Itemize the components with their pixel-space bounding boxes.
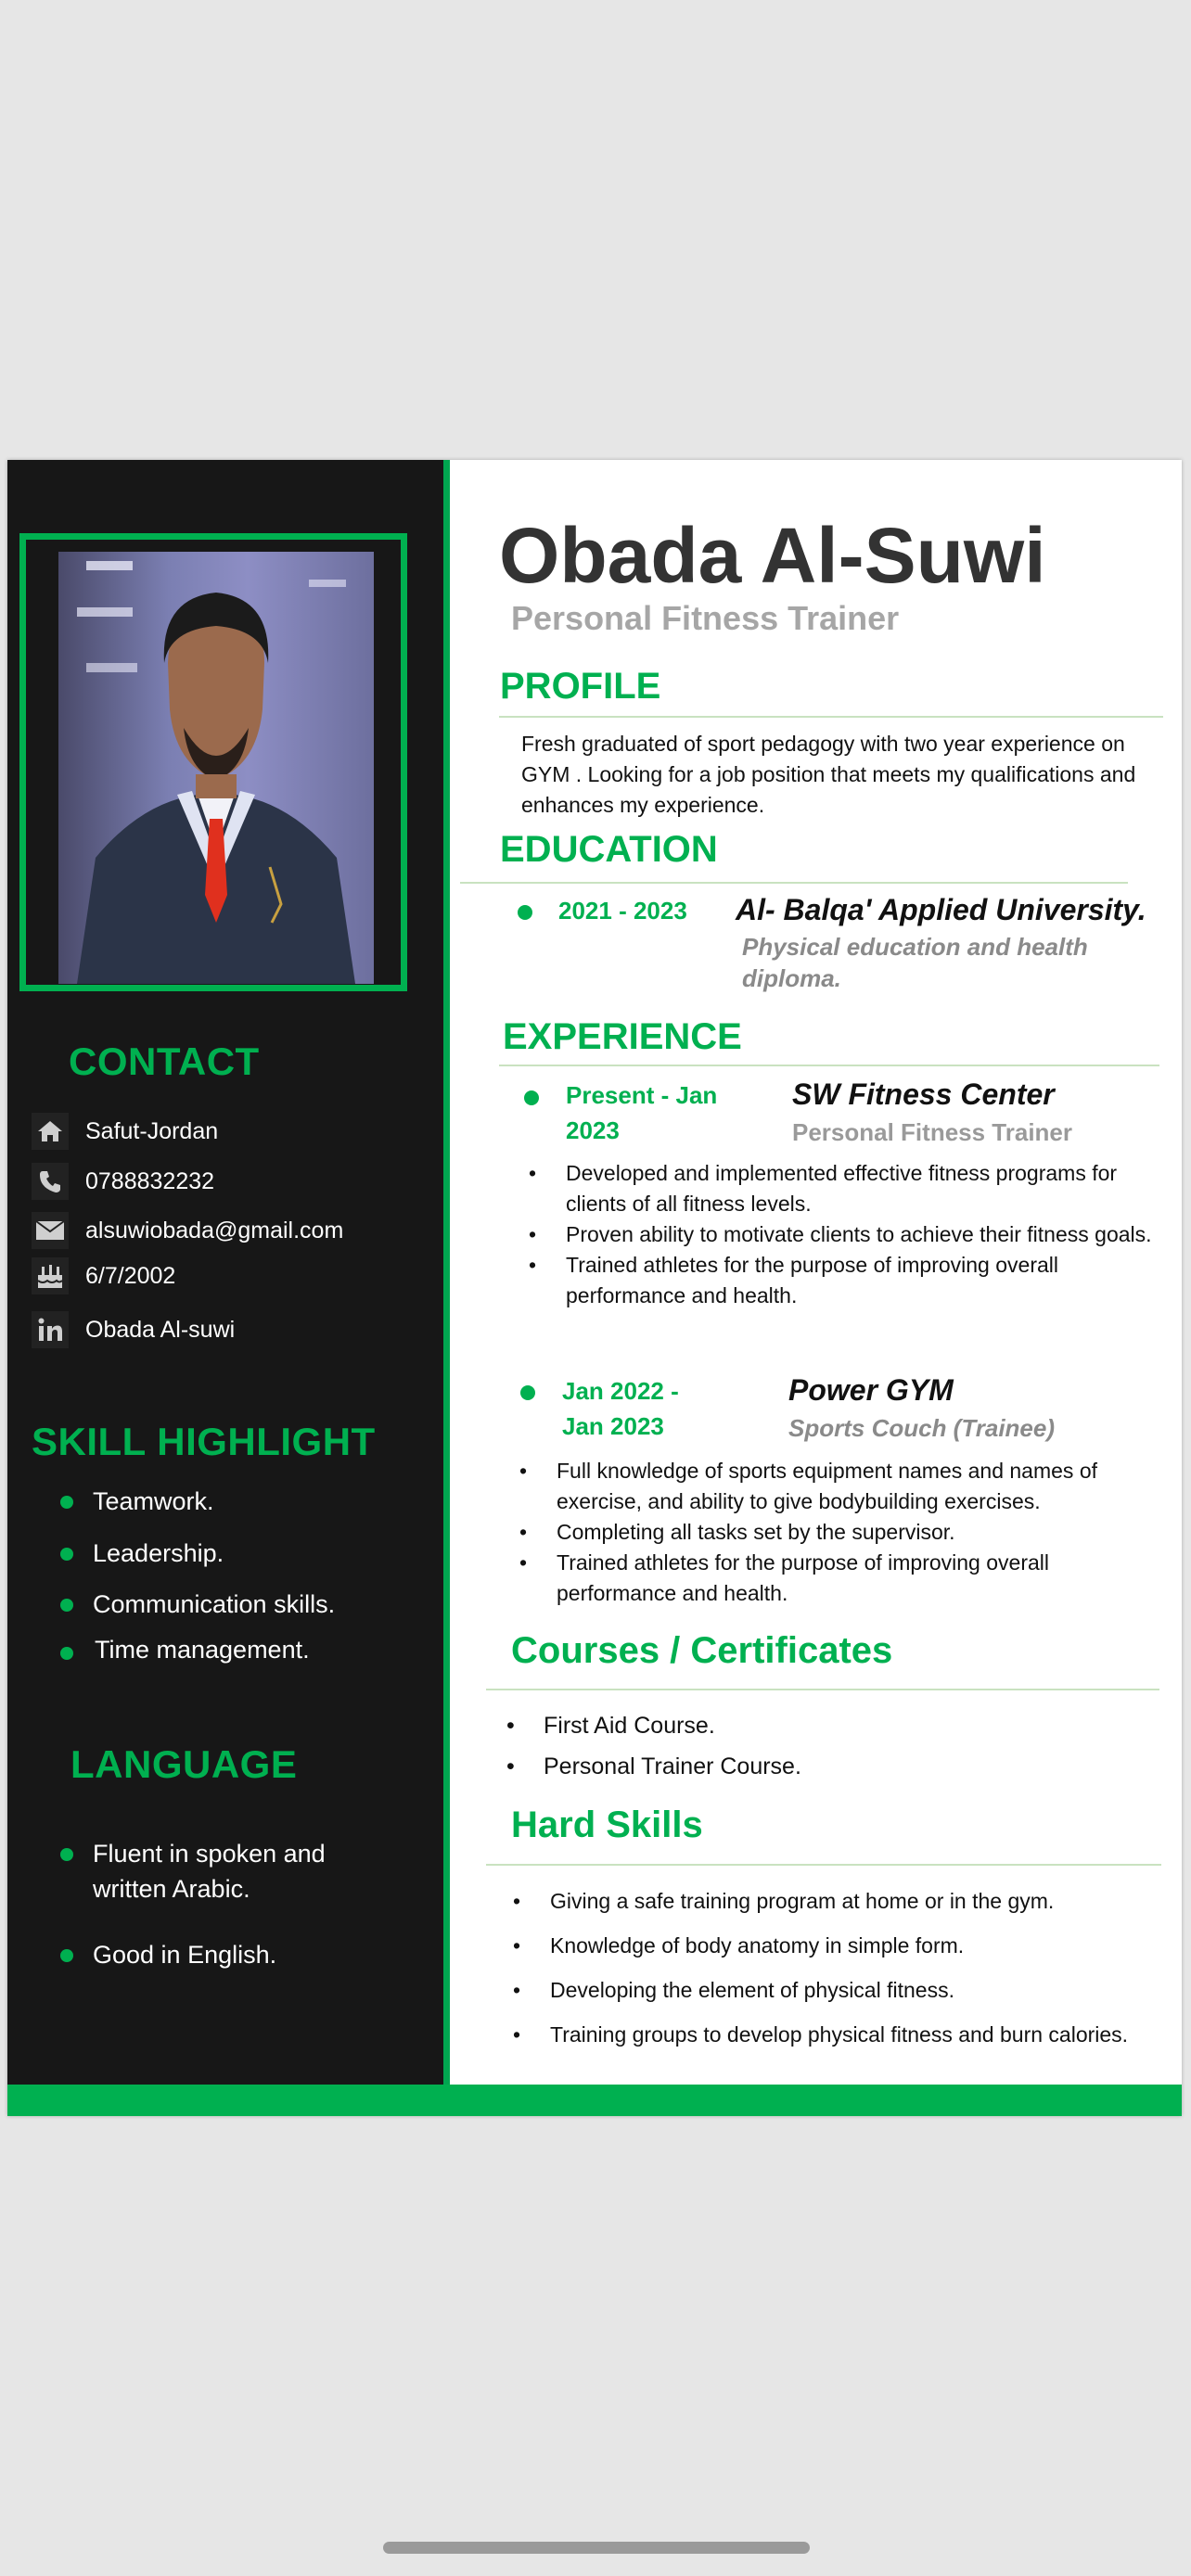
- home-icon: [32, 1113, 69, 1150]
- hard-skill-item: • Giving a safe training program at home or in the gym.: [513, 1889, 1055, 1913]
- section-rule: [499, 1065, 1159, 1066]
- contact-birthday-text: 6/7/2002: [85, 1262, 176, 1289]
- contact-email: [32, 1208, 421, 1253]
- job-date: Jan 2022 - Jan 2023: [562, 1377, 679, 1440]
- job-duties-list: [519, 1456, 1159, 1609]
- language-heading: LANGUAGE: [70, 1742, 298, 1786]
- job-bullet: [524, 1090, 539, 1105]
- education-heading: EDUCATION: [500, 829, 718, 870]
- birthday-cake-icon: [32, 1257, 69, 1294]
- job-title: Personal Fitness Trainer: [511, 599, 900, 637]
- education-bullet: [518, 905, 532, 920]
- hard-skill-item: • Developing the element of physical fitness.: [513, 1978, 954, 2002]
- profile-heading: PROFILE: [500, 666, 661, 707]
- courses-list: [506, 1705, 1156, 1787]
- home-indicator[interactable]: [383, 2542, 810, 2554]
- job-duty: • Proven ability to motivate clients to achieve their fitness goals.: [529, 1222, 1152, 1246]
- section-rule: [460, 882, 1128, 884]
- profile-text: Fresh graduated of sport pedagogy with two year experience on GYM . Looking for a job position that meets my qualifications and enhances my experience.: [521, 732, 1136, 817]
- sidebar: CONTACT Safut-Jordan 0788832232 alsuwiobada@gmail.com 6/7/2002 Obada Al-suwi SKILL HIGHLIGHT Teamwork. Leadership. Communication skills. Time management. LANGUAGE Fluent in spoken and written Arabic. Good in English.: [7, 460, 443, 2085]
- contact-location-text: Safut-Jordan: [85, 1117, 219, 1144]
- courses-heading: Courses / Certificates: [511, 1630, 893, 1671]
- contact-phone: [32, 1159, 421, 1204]
- job-bullet: [520, 1385, 535, 1400]
- email-icon: [32, 1212, 69, 1249]
- sidebar-divider: [443, 460, 450, 2085]
- contact-heading: CONTACT: [69, 1039, 260, 1083]
- resume-document: [7, 460, 1182, 2116]
- skill-highlight-heading: SKILL HIGHLIGHT: [32, 1420, 376, 1463]
- course-item: • Personal Trainer Course.: [506, 1753, 801, 1779]
- job-company: SW Fitness Center: [792, 1078, 1055, 1111]
- photo-frame: [19, 533, 407, 991]
- profile-photo: [58, 552, 374, 984]
- section-rule: [486, 1864, 1161, 1866]
- experience-heading: EXPERIENCE: [503, 1016, 742, 1057]
- job-duty: • Trained athletes for the purpose of improving overall performance and health.: [519, 1550, 1049, 1605]
- contact-linkedin-text: Obada Al-suwi: [85, 1316, 236, 1343]
- course-item: • First Aid Course.: [506, 1713, 715, 1739]
- job-company: Power GYM: [788, 1373, 954, 1407]
- job-title-1: Sports Couch (Trainee): [788, 1414, 1056, 1442]
- contact-location: [32, 1109, 421, 1154]
- linkedin-icon: [32, 1311, 69, 1348]
- contact-phone-text: 0788832232: [85, 1167, 215, 1194]
- education-degree: Physical education and health diploma.: [742, 933, 1088, 992]
- section-rule: [499, 716, 1163, 718]
- full-name: Obada Al-Suwi: [499, 512, 1046, 599]
- job-date: Present - Jan 2023: [566, 1081, 718, 1144]
- hard-skill-item: • Training groups to develop physical fitness and burn calories.: [513, 2022, 1129, 2047]
- phone-icon: [32, 1163, 69, 1200]
- contact-linkedin: [32, 1307, 421, 1352]
- education-school: Al- Balqa' Applied University.: [736, 893, 1146, 926]
- footer-accent-bar: [7, 2085, 1182, 2116]
- hard-skills-list: [513, 1879, 1172, 2057]
- job-duty: • Full knowledge of sports equipment names and names of exercise, and ability to give bodybuilding exercises.: [519, 1459, 1097, 1513]
- job-duty: • Completing all tasks set by the supervisor.: [519, 1520, 955, 1544]
- job-duty: • Developed and implemented effective fitness programs for clients of all fitness levels.: [529, 1161, 1118, 1216]
- job-title-0: Personal Fitness Trainer: [792, 1118, 1073, 1146]
- contact-birthday: [32, 1254, 421, 1298]
- contact-email-text: alsuwiobada@gmail.com: [85, 1217, 344, 1243]
- job-duties-list: [529, 1158, 1159, 1311]
- hard-skills-heading: Hard Skills: [511, 1804, 703, 1845]
- section-rule: [486, 1689, 1159, 1690]
- job-duty: • Trained athletes for the purpose of improving overall performance and health.: [529, 1253, 1058, 1307]
- hard-skill-item: • Knowledge of body anatomy in simple form.: [513, 1933, 965, 1958]
- education-date: 2021 - 2023: [558, 897, 687, 925]
